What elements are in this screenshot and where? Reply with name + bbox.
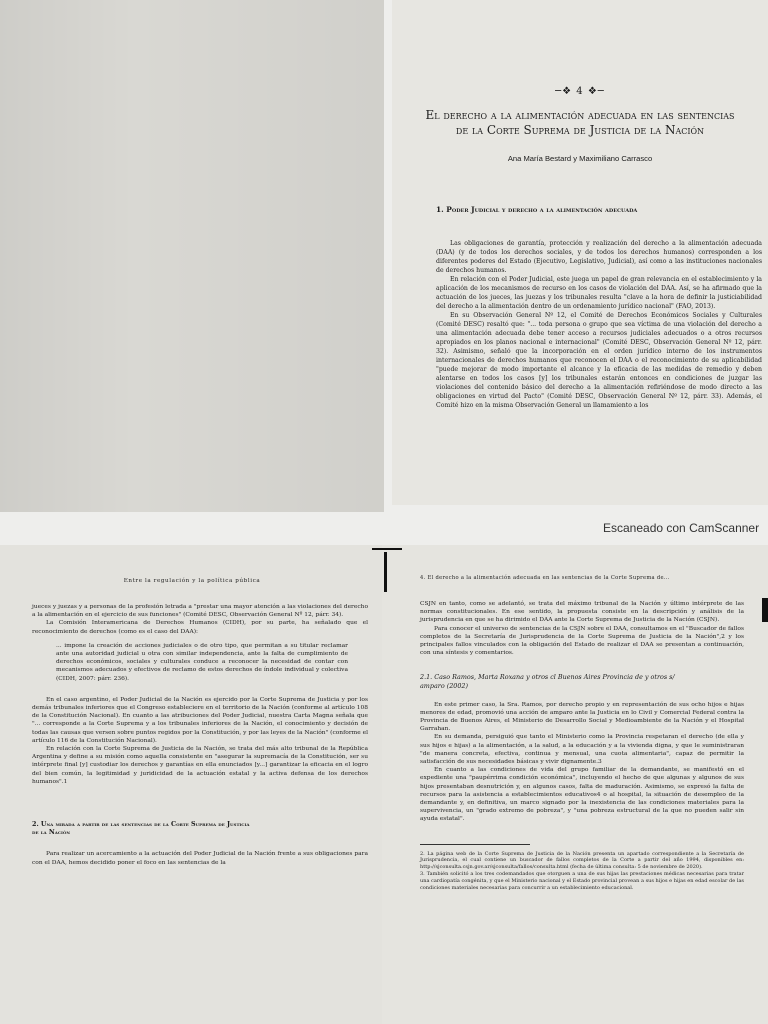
paragraph: En su Observación General Nº 12, el Comité de Derechos Económicos Sociales y Culturales (Comité DESC) resaltó que: "... toda persona o grupo que sea víctima de una violación del derecho a una alimentación adecuada debe tener acceso a recursos judiciales adecuados o a otros recursos apropiados en los planos nacional e internacional" (Comité DESC, Observación General Nº 12, párr. 32). Asimismo, señaló que la incorporación en el orden jurídico interno de los instrumentos internacionales de derechos humanos que reconocen el DAA o el reconocimiento de su aplicabilidad "puede mejorar de modo importante el alcance y la eficacia de las medidas de remedio y deben alentarse en todos los casos [y] los tribunales estarán entonces en condiciones de juzgar las violaciones del contenido básico del derecho a la alimentación refiriéndose de modo directo a las obligaciones en virtud del Pacto" (Comité DESC, Observación General Nº 12, párr. 33). Además, el Comité hizo en la misma Observación General un llamamiento a los	[436, 312, 762, 409]
subsection-heading	[420, 673, 744, 690]
subsection-heading-line-2: amparo (2002)	[420, 682, 468, 691]
running-head: Entre la regulación y la política pública	[123, 578, 261, 584]
chapter-title	[412, 108, 748, 138]
footnote-3: 3. También solicitó a los tres codemandados que otorguen a una de sus hijas las prestaciones médicas necesarias para tratar una cardiopatía congénita, y que el Ministerio nacional y el Estado provincial provean a sus hijos e hijas en edad escolar de las condiciones materiales necesarias para concurrir a un establecimiento educacional.	[420, 871, 744, 891]
paragraph: jueces y juezas y a personas de la profesión letrada a "prestar una mayor atención a las violaciones del derecho a la alimentación en el ejercicio de sus funciones" (Comité DESC, Observación General Nº 12, párr. 34).	[32, 604, 368, 619]
camscanner-watermark: Escaneado con CamScanner	[603, 521, 760, 535]
footnotes	[420, 851, 744, 892]
paragraph: Para realizar un acercamiento a la actuación del Poder Judicial de la Nación frente a sus obligaciones para con el DAA, hemos decidido poner el foco en las sentencias de la	[32, 851, 368, 866]
scan-chapter-opening-page	[392, 0, 768, 505]
paragraph: Para conocer el universo de sentencias de la CSJN sobre el DAA, consultamos en el "Buscador de fallos completos de la Secretaría de Jurisprudencia de la Corte Suprema de Justicia de la Nación",2 y los principales fallos vinculados con la obligación del Estado de realizar el DAA se presentan a continuación, con una síntesis y comentarios.	[420, 625, 744, 657]
paragraph: La Comisión Interamericana de Derechos Humanos (CIDH), por su parte, ha señalado que el reconocimiento de derechos (como es el caso del DAA):	[32, 620, 368, 635]
scan-page-right	[382, 545, 768, 1024]
body-text	[32, 603, 368, 867]
paragraph: En cuanto a las condiciones de vida del grupo familiar de la demandante, se manifestó en el expediente una "paupérrima condición económica", incluyendo el hecho de que algunas y algunos de sus hijos presentaban desnutrición y, en algunos casos, falta de maduración. Asimismo, se expresó la falta de recursos para la asistencia a establecimientos educativos4 o al hospital, la situación de desempleo de la demandante y, en definitiva, un marco signado por la inexistencia de las condiciones materiales para la supervivencia, un "grado extremo de pobreza", y "una pobreza estructural de la que no pueden salir sin ayuda estatal".	[420, 767, 744, 823]
scan-artifact	[762, 598, 768, 622]
paragraph: En el caso argentino, el Poder Judicial de la Nación es ejercido por la Corte Suprema de Justicia y por los demás tribunales inferiores que el Congreso estableciere en el territorio de la Nación (conforme al artículo 108 de la Constitución Nacional). En cuanto a las atribuciones del Poder Judicial, nuestra Carta Magna señala que "... corresponde a la Corte Suprema y a los tribunales inferiores de la Nación, el conocimiento y decisión de todas las causas que versen sobre puntos regidos por la Constitución, y por las leyes de la Nación" (conforme el artículo 116 de la Constitución Nacional).	[32, 696, 368, 744]
paragraph: En este primer caso, la Sra. Ramos, por derecho propio y en representación de sus ocho hijos e hijas menores de edad, promovió una acción de amparo ante la Justicia en lo Civil y Comercial Federal contra la Provincia de Buenos Aires, el Ministerio de Desarrollo Social y Medioambiente de la Nación y el Hospital Garrahan.	[420, 701, 744, 733]
scan-page-left	[0, 545, 384, 1024]
section-heading-2-line-1: 2. Una mirada a partir de las sentencias de la Corte Suprema de Justicia	[32, 820, 250, 829]
paragraph: En su demanda, persiguió que tanto el Ministerio como la Provincia respetaran el derecho (de ella y sus hijos e hijas) a la alimentación, a la salud, a la educación y a la vivienda digna, y que le suministraran "de manera concreta, efectiva, continua y mensual, una cuota alimentaria", capaz de permitir la satisfacción de sus necesidades básicas y vivir dignamente.3	[420, 734, 744, 766]
paragraph: CSJN en tanto, como se adelantó, se trata del máximo tribunal de la Nación y último intérprete de las normas constitucionales. En ese sentido, la propuesta consiste en la descripción y análisis de la jurisprudencia en que se ha dirimido el DAA ante la Corte Suprema de Justicia de la Nación (CSJN).	[420, 601, 744, 624]
block-quote: ... impone la creación de acciones judiciales o de otro tipo, que permitan a su titular reclamar ante una autoridad judicial u otra con similar independencia, ante la falta de cumplimiento de derechos económicos, sociales y culturales conduce a reconocer la necesidad de contar con mecanismos adecuados y efectivos de reclamo de estos derechos de índole individual y colectiva (CIDH, 2007: párr. 236).	[56, 642, 348, 682]
running-head: 4. El derecho a la alimentación adecuada en las sentencias de la Corte Suprema de...	[420, 575, 670, 581]
footnote-2: 2. La página web de la Corte Suprema de Justicia de la Nación presenta un apartado correspondiente a la Secretaría de Jurisprudencia, el cual contiene un buscador de fallos completos de la Corte a partir del año 1994, disponibles en: http://sjconsulta.csjn.gov.ar/sjconsulta/fallos/consulta.html (fecha de última consulta: 5 de noviembre de 2020).	[420, 850, 744, 871]
scan-artifact	[384, 552, 387, 592]
chapter-title-line-1: El derecho a la alimentación adecuada en las sentencias	[425, 108, 735, 122]
paragraph: En relación con el Poder Judicial, este juega un papel de gran relevancia en el establecimiento y la aplicación de los mecanismos de recurso en los casos de violación del DAA. Así, se ha afirmado que la actuación de los jueces, las juezas y los tribunales resulta "clave a la hora de definir la justiciabilidad del derecho a la alimentación dentro de un ordenamiento jurídico nacional" (FAO, 2013).	[436, 276, 762, 310]
body-text	[420, 600, 744, 891]
chapter-title-line-2: de la Corte Suprema de Justicia de la Nación	[455, 123, 705, 137]
section-heading-2	[32, 820, 368, 836]
scan-left-page-blurred	[0, 0, 384, 512]
body-text	[436, 239, 762, 410]
chapter-number: ─❖ 4 ❖─	[555, 86, 605, 97]
scan-artifact	[372, 548, 402, 550]
paragraph: En relación con la Corte Suprema de Justicia de la Nación, se trata del más alto tribunal de la República Argentina y define a su misión como aquella consistente en "asegurar la supremacía de la Constitución, ser su intérprete final [y] custodiar los derechos y garantías en ella enunciados [y...] garantizar la eficacia en el logro del bien común, la legitimidad y juridicidad de la actuación estatal y la activa defensa de los derechos humanos".1	[32, 746, 368, 785]
section-heading-1: 1. Poder Judicial y derecho a la alimentación adecuada	[436, 205, 638, 214]
subsection-heading-line-1: 2.1. Caso Ramos, Marta Roxana y otros cl Buenos Aires Provincia de y otros s/	[420, 673, 675, 682]
page-shadow	[0, 0, 384, 512]
footnote-divider	[420, 844, 530, 845]
section-heading-2-line-2: de la Nación	[32, 828, 71, 837]
paragraph: Las obligaciones de garantía, protección y realización del derecho a la alimentación adecuada (DAA) (y de todos los derechos sociales, y de todos los derechos humanos) corresponden a los diferentes poderes del Estado (Ejecutivo, Legislativo, Judicial), así como a las instituciones nacionales de derechos humanos.	[436, 240, 762, 274]
chapter-authors: Ana María Bestard y Maximiliano Carrasco	[507, 154, 653, 163]
